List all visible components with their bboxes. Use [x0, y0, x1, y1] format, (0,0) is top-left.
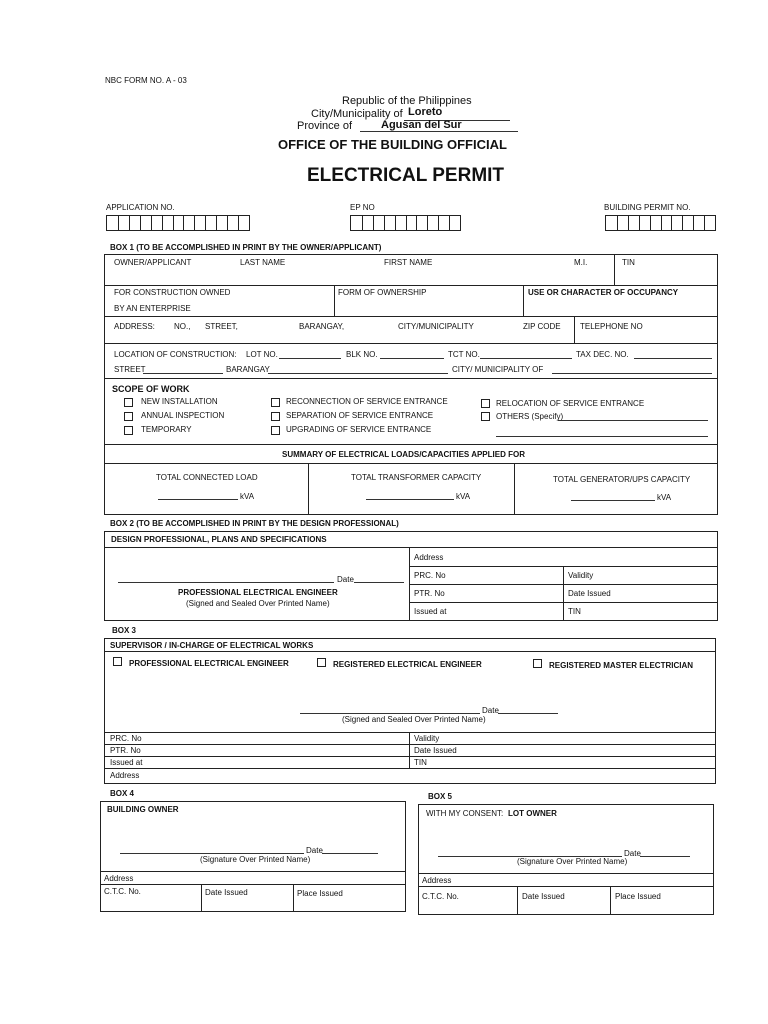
box4-signature-label: (Signature Over Printed Name) [200, 855, 311, 864]
owner-applicant-label: OWNER/APPLICANT [114, 258, 192, 267]
box3-tin-label: TIN [414, 758, 427, 767]
box5-signature-label: (Signature Over Printed Name) [517, 857, 628, 866]
box3-signed-label: (Signed and Sealed Over Printed Name) [342, 715, 486, 724]
box5-date-label: Date [624, 849, 641, 858]
scope-new-installation-label: NEW INSTALLATION [141, 397, 218, 406]
box3-prc-label: PRC. No [110, 734, 142, 743]
box4-date-issued-label: Date Issued [205, 888, 248, 897]
form-number: NBC FORM NO. A - 03 [105, 76, 187, 85]
building-permit-no-field[interactable] [605, 215, 716, 231]
total-connected-label: TOTAL CONNECTED LOAD [156, 473, 258, 482]
box4-place-issued-label: Place Issued [297, 889, 343, 898]
ep-no-label: EP NO [350, 203, 375, 212]
city-muni-of-label: CITY/ MUNICIPALITY OF [452, 365, 544, 374]
scope-others-label: OTHERS (Specify) [496, 412, 564, 421]
first-name-label: FIRST NAME [384, 258, 433, 267]
application-no-field[interactable] [106, 215, 250, 231]
summary-heading: SUMMARY OF ELECTRICAL LOADS/CAPACITIES APPLIED FOR [282, 450, 525, 459]
tin-label: TIN [622, 258, 635, 267]
city-label: City/Municipality of [311, 108, 403, 120]
box3-ree-checkbox[interactable] [317, 658, 326, 667]
scope-others-checkbox[interactable] [481, 412, 490, 421]
street-label: STREET [114, 365, 146, 374]
box2-pee-label: PROFESSIONAL ELECTRICAL ENGINEER [178, 588, 338, 597]
box3-heading: BOX 3 [112, 626, 137, 635]
scope-temporary-checkbox[interactable] [124, 426, 133, 435]
building-permit-no-label: BUILDING PERMIT NO. [604, 203, 691, 212]
barangay-label: BARANGAY [226, 365, 270, 374]
box3-pee-label: PROFESSIONAL ELECTRICAL ENGINEER [129, 659, 289, 668]
box3-date-issued-label: Date Issued [414, 746, 457, 755]
scope-separation-checkbox[interactable] [271, 412, 280, 421]
tct-no-label: TCT NO. [448, 350, 480, 359]
location-label: LOCATION OF CONSTRUCTION: [114, 350, 237, 359]
box3-ptr-label: PTR. No [110, 746, 141, 755]
box3-address-label: Address [110, 771, 140, 780]
box4-address-label: Address [104, 874, 134, 883]
office-title: OFFICE OF THE BUILDING OFFICIAL [278, 137, 507, 152]
use-character-label: USE OR CHARACTER OF OCCUPANCY [528, 288, 679, 297]
box3-issued-at-label: Issued at [110, 758, 143, 767]
province-label: Province of [297, 120, 353, 132]
box2-prc-label: PRC. No [414, 571, 446, 580]
address-street-label: STREET, [205, 322, 238, 331]
last-name-label: LAST NAME [240, 258, 286, 267]
city-value[interactable]: Loreto [408, 106, 443, 118]
lot-no-label: LOT NO. [246, 350, 278, 359]
scope-reconnection-checkbox[interactable] [271, 398, 280, 407]
box2-date-label: Date [337, 575, 354, 584]
generator-kva-label: kVA [657, 493, 672, 502]
total-generator-label: TOTAL GENERATOR/UPS CAPACITY [553, 475, 691, 484]
scope-upgrading-checkbox[interactable] [271, 426, 280, 435]
scope-new-installation-checkbox[interactable] [124, 398, 133, 407]
scope-upgrading-label: UPGRADING OF SERVICE ENTRANCE [286, 425, 432, 434]
box5-heading: BOX 5 [428, 792, 453, 801]
zip-code-label: ZIP CODE [523, 322, 561, 331]
tax-dec-label: TAX DEC. NO. [576, 350, 629, 359]
address-city-label: CITY/MUNICIPALITY [398, 322, 474, 331]
by-enterprise-label: BY AN ENTERPRISE [114, 304, 191, 313]
box4-heading: BOX 4 [110, 789, 135, 798]
blk-no-label: BLK NO. [346, 350, 378, 359]
consent-label: WITH MY CONSENT: [426, 809, 504, 818]
box2-date-issued-label: Date Issued [568, 589, 611, 598]
scope-separation-label: SEPARATION OF SERVICE ENTRANCE [286, 411, 434, 420]
transformer-kva-label: kVA [456, 492, 471, 501]
total-transformer-label: TOTAL TRANSFORMER CAPACITY [351, 473, 482, 482]
address-no-label: NO., [174, 322, 191, 331]
scope-annual-inspection-checkbox[interactable] [124, 412, 133, 421]
form-of-ownership-label: FORM OF OWNERSHIP [338, 288, 427, 297]
box4-ctc-label: C.T.C. No. [104, 887, 141, 896]
box1-heading: BOX 1 (TO BE ACCOMPLISHED IN PRINT BY THE OWNER/APPLICANT) [110, 243, 382, 252]
republic-text: Republic of the Philippines [342, 95, 472, 107]
lot-owner-label: LOT OWNER [508, 809, 557, 818]
province-value[interactable]: Agusan del Sur [381, 119, 462, 131]
box2-issued-at-label: Issued at [414, 607, 447, 616]
box3-rme-checkbox[interactable] [533, 659, 542, 668]
box2-ptr-label: PTR. No [414, 589, 445, 598]
box2-validity-label: Validity [568, 571, 594, 580]
scope-temporary-label: TEMPORARY [141, 425, 192, 434]
box5-place-issued-label: Place Issued [615, 892, 661, 901]
scope-relocation-label: RELOCATION OF SERVICE ENTRANCE [496, 399, 645, 408]
box5-date-issued-label: Date Issued [522, 892, 565, 901]
address-label: ADDRESS: [114, 322, 155, 331]
mi-label: M.I. [574, 258, 588, 267]
box5-address-label: Address [422, 876, 452, 885]
box4-date-label: Date [306, 846, 323, 855]
scope-relocation-checkbox[interactable] [481, 399, 490, 408]
ep-no-field[interactable] [350, 215, 461, 231]
box5-ctc-label: C.T.C. No. [422, 892, 459, 901]
connected-kva-label: kVA [240, 492, 255, 501]
box3-rme-label: REGISTERED MASTER ELECTRICIAN [549, 661, 694, 670]
box3-date-label: Date [482, 706, 499, 715]
scope-reconnection-label: RECONNECTION OF SERVICE ENTRANCE [286, 397, 448, 406]
scope-of-work-heading: SCOPE OF WORK [112, 384, 190, 394]
design-professional-label: DESIGN PROFESSIONAL, PLANS AND SPECIFICATIONS [111, 535, 327, 544]
box3-ree-label: REGISTERED ELECTRICAL ENGINEER [333, 660, 482, 669]
address-barangay-label: BARANGAY, [299, 322, 345, 331]
box2-tin-label: TIN [568, 607, 581, 616]
box2-heading: BOX 2 (TO BE ACCOMPLISHED IN PRINT BY THE DESIGN PROFESSIONAL) [110, 519, 399, 528]
scope-annual-inspection-label: ANNUAL INSPECTION [141, 411, 225, 420]
page-title: ELECTRICAL PERMIT [307, 165, 505, 186]
for-construction-label: FOR CONSTRUCTION OWNED [114, 288, 231, 297]
box2-address-label: Address [414, 553, 444, 562]
box2-signed-label: (Signed and Sealed Over Printed Name) [186, 599, 330, 608]
supervisor-label: SUPERVISOR / IN-CHARGE OF ELECTRICAL WORKS [110, 641, 314, 650]
telephone-label: TELEPHONE NO [580, 322, 643, 331]
box3-pee-checkbox[interactable] [113, 657, 122, 666]
building-owner-label: BUILDING OWNER [107, 805, 179, 814]
application-no-label: APPLICATION NO. [106, 203, 175, 212]
box3-validity-label: Validity [414, 734, 440, 743]
